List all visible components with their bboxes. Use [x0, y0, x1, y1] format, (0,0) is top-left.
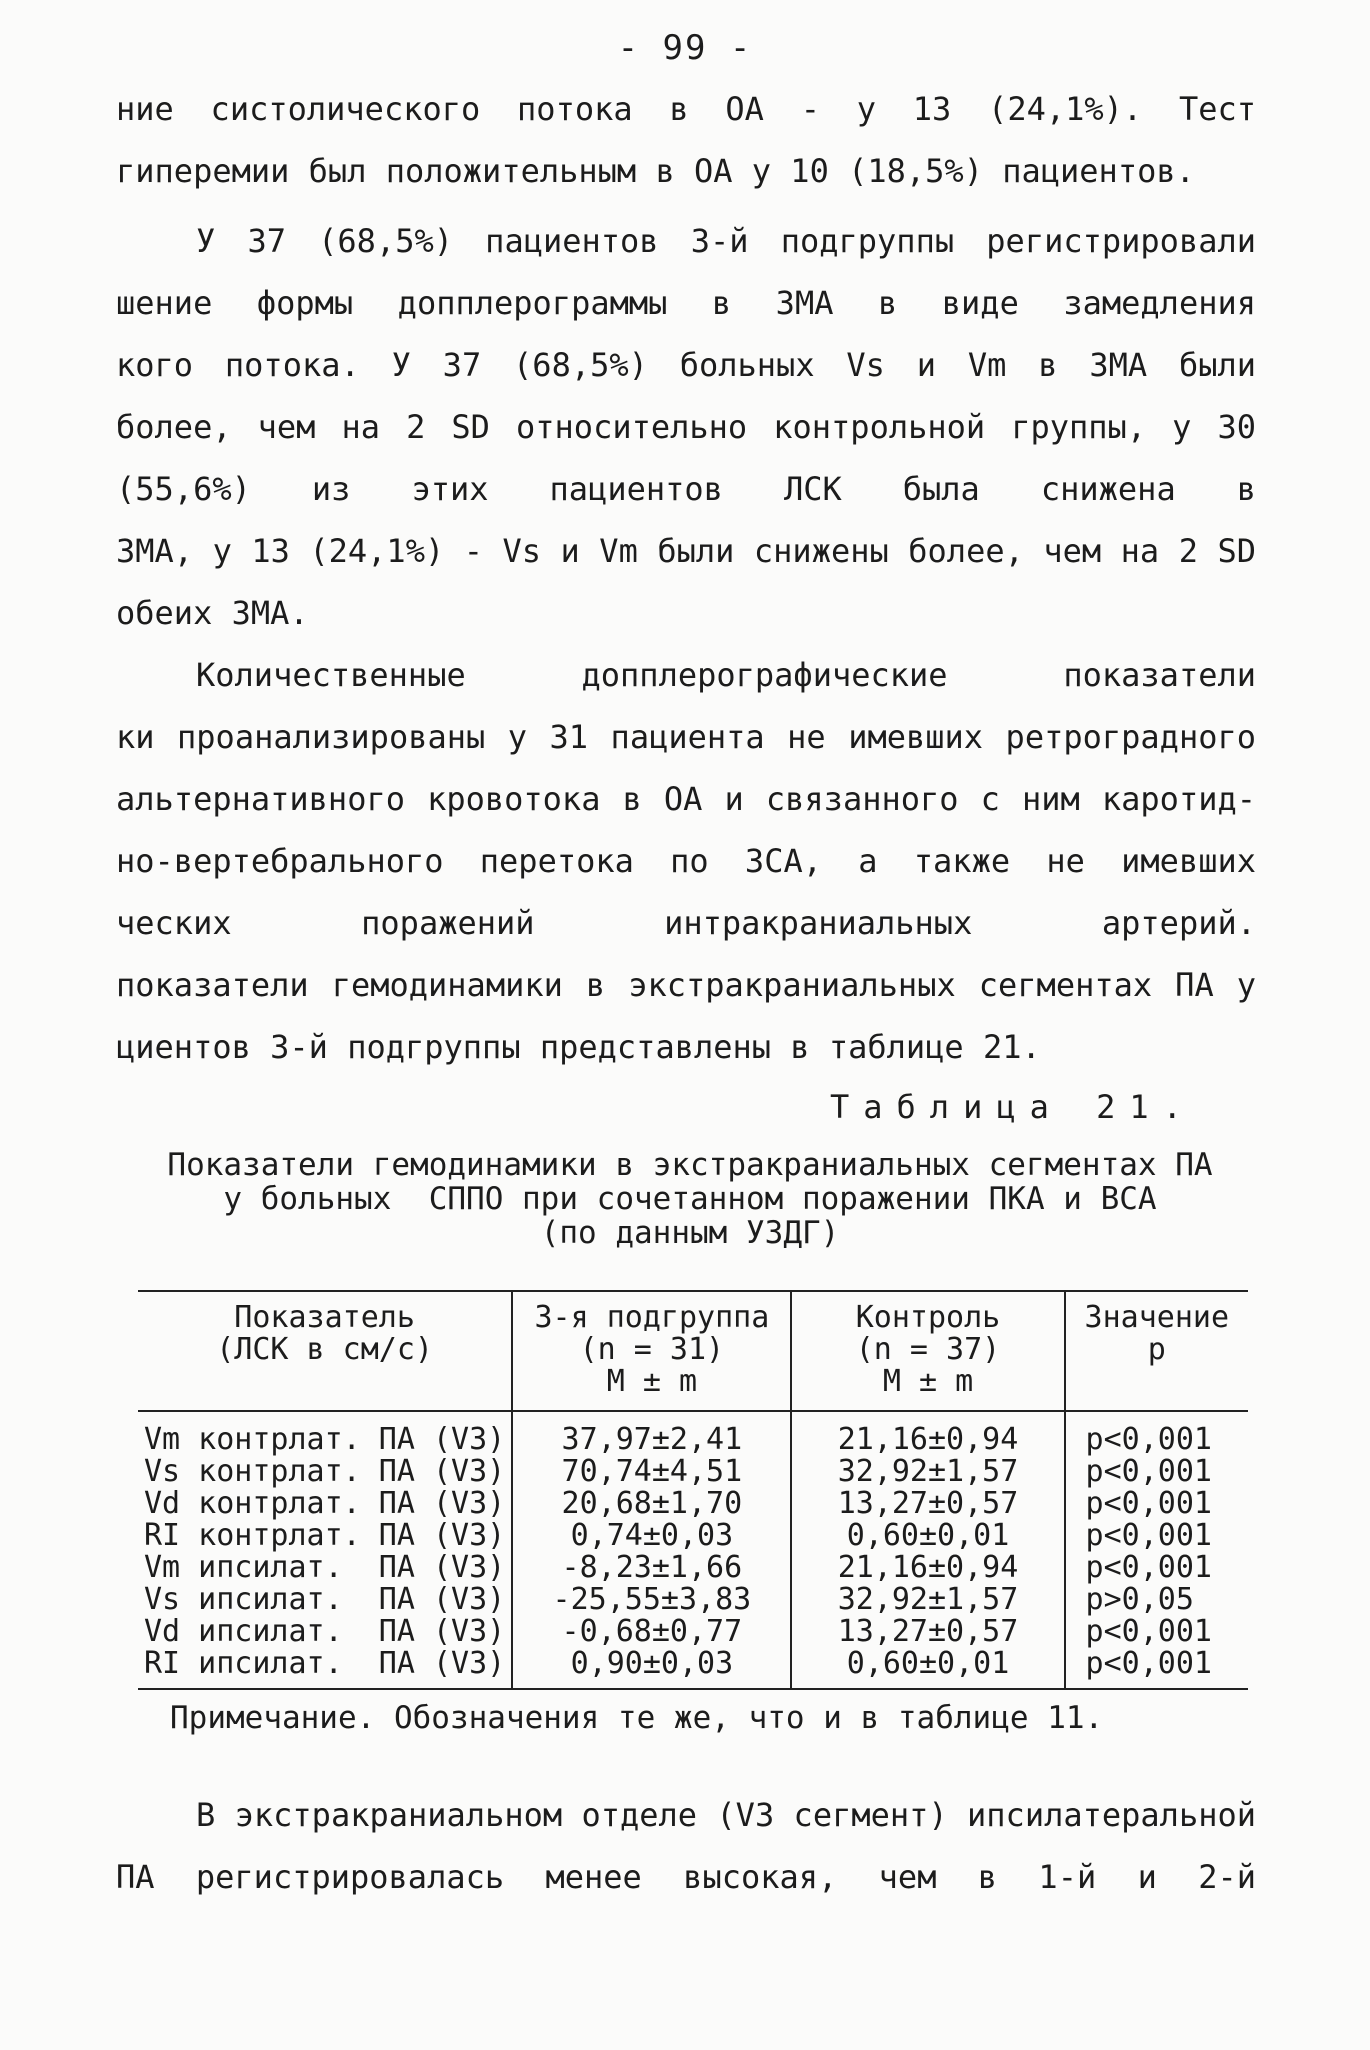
cell-subgroup: -25,55±3,83	[512, 1584, 791, 1616]
cell-p-value: p<0,001	[1065, 1520, 1248, 1552]
text-line: обеих ЗМА.	[116, 594, 309, 632]
cell-control: 0,60±0,01	[791, 1648, 1064, 1689]
cell-indicator: Vd контрлат. ПА (V3)	[144, 1486, 506, 1521]
table-row	[138, 1520, 1248, 1552]
text-line: шение формы допплерограммы в ЗМА в виде замедления	[116, 284, 1256, 322]
table-row	[138, 1456, 1248, 1488]
cell-subgroup: 0,74±0,03	[512, 1520, 791, 1552]
table-row	[138, 1616, 1248, 1648]
cell-control: 32,92±1,57	[791, 1456, 1064, 1488]
cell-subgroup: 37,97±2,41	[512, 1411, 791, 1456]
cell-indicator: Vm контрлат. ПА (V3)	[144, 1422, 506, 1457]
table-label: Таблица 21.	[830, 1088, 1196, 1126]
table-row	[138, 1552, 1248, 1584]
text-line: но-вертебрального перетока по ЗСА, а также не имевших	[116, 842, 1256, 880]
cell-control: 0,60±0,01	[791, 1520, 1064, 1552]
text-line: кого потока. У 37 (68,5%) больных Vs и Vm в ЗМА были	[116, 346, 1256, 384]
cell-indicator: RI контрлат. ПА (V3)	[144, 1518, 506, 1553]
header-p-value: Значение p	[1065, 1291, 1248, 1411]
cell-control: 32,92±1,57	[791, 1584, 1064, 1616]
paragraph-4	[116, 1784, 1256, 1908]
cell-indicator: Vm ипсилат. ПА (V3)	[144, 1550, 506, 1585]
table-caption	[120, 1148, 1260, 1250]
cell-indicator: Vs ипсилат. ПА (V3)	[144, 1582, 506, 1617]
header-indicator: Показатель (ЛСК в см/с)	[138, 1291, 512, 1411]
text-line: У 37 (68,5%) пациентов 3-й подгруппы регистрировали	[196, 222, 1256, 260]
cell-subgroup: -8,23±1,66	[512, 1552, 791, 1584]
cell-p-value: p<0,001	[1065, 1411, 1248, 1456]
caption-line: у больных СППО при сочетанном поражении ПКА и ВСА	[223, 1181, 1157, 1217]
cell-p-value: p<0,001	[1065, 1456, 1248, 1488]
text-line: более, чем на 2 SD относительно контрольной группы, у 30	[116, 408, 1256, 446]
text-line: ческих поражений интракраниальных артерий.	[116, 904, 1256, 942]
text-line: альтернативного кровотока в ОА и связанного с ним каротид-	[116, 780, 1256, 818]
text-line: ЗМА, у 13 (24,1%) - Vs и Vm были снижены более, чем на 2 SD	[116, 532, 1256, 570]
text-line: ки проанализированы у 31 пациента не имевших ретроградного	[116, 718, 1256, 756]
cell-p-value: p<0,001	[1065, 1552, 1248, 1584]
header-control: Контроль (n = 37) M ± m	[791, 1291, 1064, 1411]
page-number: - 99 -	[617, 28, 753, 68]
cell-subgroup: -0,68±0,77	[512, 1616, 791, 1648]
cell-p-value: p<0,001	[1065, 1648, 1248, 1689]
table-row	[138, 1411, 1248, 1456]
cell-control: 13,27±0,57	[791, 1488, 1064, 1520]
table-row	[138, 1488, 1248, 1520]
text-line: показатели гемодинамики в экстракраниальных сегментах ПА у	[116, 966, 1256, 1004]
text-line: ПА регистрировалась менее высокая, чем в 1-й и 2-й	[116, 1858, 1256, 1896]
text-line: В экстракраниальном отделе (V3 сегмент) ипсилатеральной	[196, 1796, 1256, 1834]
text-line: ние систолического потока в ОА - у 13 (24,1%). Тест	[116, 90, 1256, 128]
table-note: Примечание. Обозначения те же, что и в таблице 11.	[170, 1700, 1104, 1736]
header-subgroup: 3-я подгруппа (n = 31) M ± m	[512, 1291, 791, 1411]
caption-line: Показатели гемодинамики в экстракраниальных сегментах ПА	[167, 1147, 1213, 1183]
paragraph-1	[116, 78, 1256, 202]
cell-p-value: p<0,001	[1065, 1616, 1248, 1648]
cell-subgroup: 70,74±4,51	[512, 1456, 791, 1488]
data-table	[138, 1290, 1248, 1690]
cell-p-value: p>0,05	[1065, 1584, 1248, 1616]
cell-control: 13,27±0,57	[791, 1616, 1064, 1648]
table-row	[138, 1584, 1248, 1616]
cell-control: 21,16±0,94	[791, 1411, 1064, 1456]
cell-subgroup: 0,90±0,03	[512, 1648, 791, 1689]
table-row	[138, 1648, 1248, 1689]
text-line: (55,6%) из этих пациентов ЛСК была снижена в	[116, 470, 1256, 508]
paragraph-2	[116, 210, 1256, 644]
paragraph-3	[116, 644, 1256, 1078]
table-header-row	[138, 1291, 1248, 1411]
text-line: гиперемии был положительным в ОА у 10 (18,5%) пациентов.	[116, 152, 1195, 190]
cell-control: 21,16±0,94	[791, 1552, 1064, 1584]
text-line: Количественные допплерографические показатели	[196, 656, 1256, 694]
cell-indicator: RI ипсилат. ПА (V3)	[138, 1648, 512, 1689]
cell-p-value: p<0,001	[1065, 1488, 1248, 1520]
cell-subgroup: 20,68±1,70	[512, 1488, 791, 1520]
caption-line: (по данным УЗДГ)	[540, 1215, 840, 1251]
cell-indicator: Vs контрлат. ПА (V3)	[144, 1454, 506, 1489]
cell-indicator: Vd ипсилат. ПА (V3)	[144, 1614, 506, 1649]
text-line: циентов 3-й подгруппы представлены в таблице 21.	[116, 1028, 1041, 1066]
